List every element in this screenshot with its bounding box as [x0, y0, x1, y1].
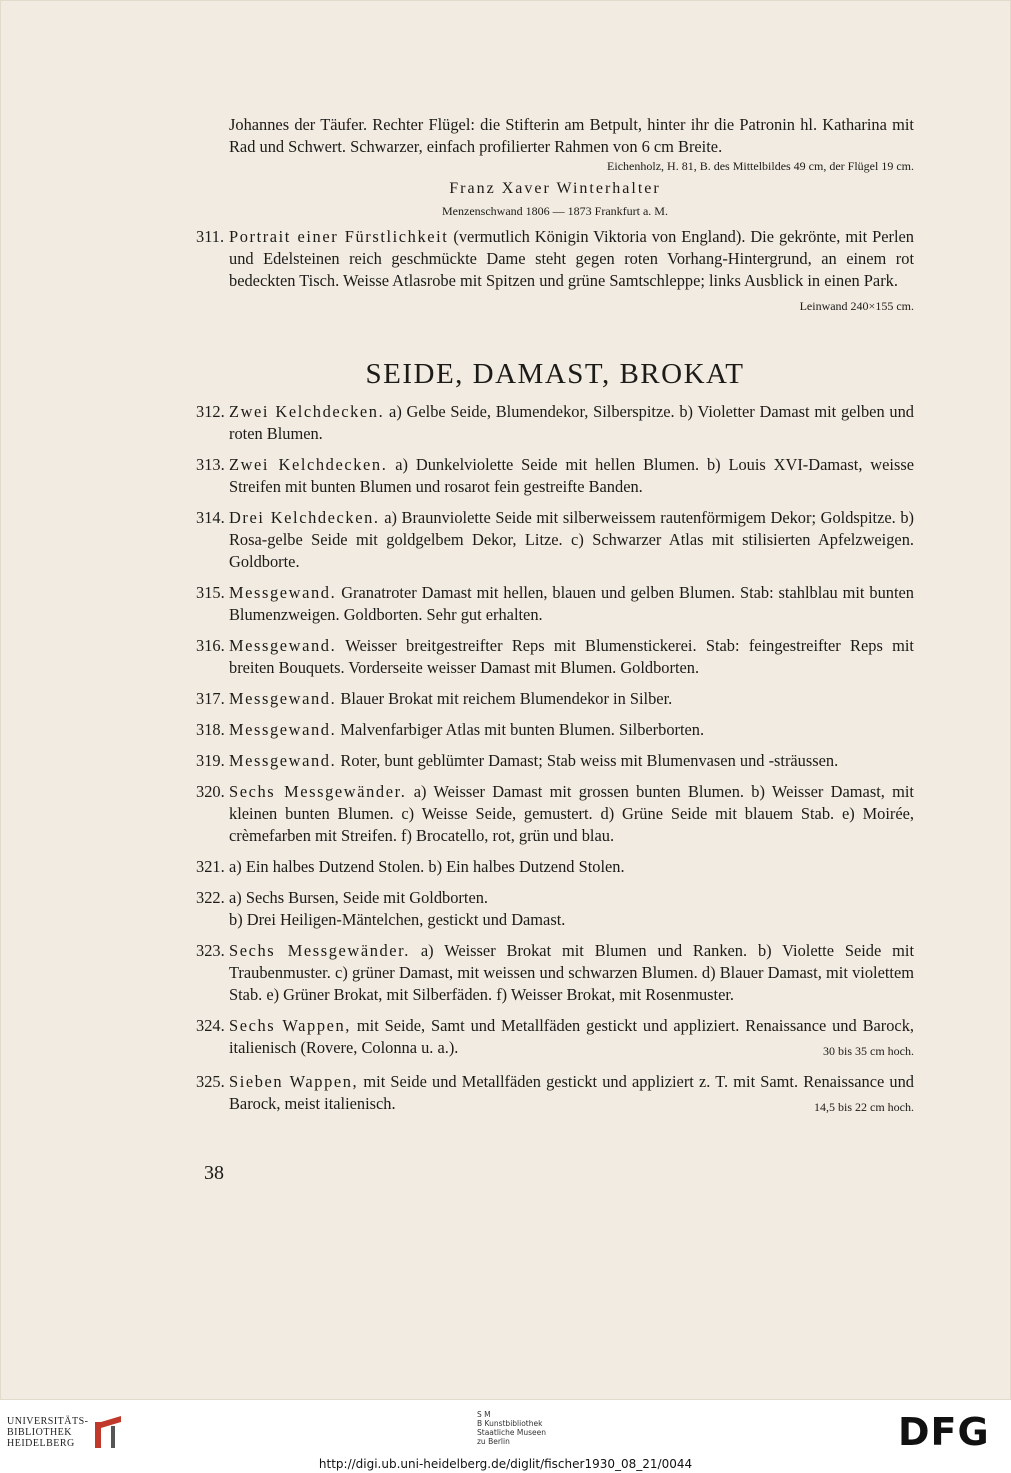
entry-number: 320. — [196, 782, 225, 801]
library-name[interactable]: UNIVERSITÄTS- BIBLIOTHEK HEIDELBERG — [7, 1416, 89, 1449]
entry-title: Zwei Kelchdecken. — [229, 402, 385, 421]
entry-text: a) Braunviolette Seide mit silberweissem rautenförmigem Dekor; Goldspitze. b) Rosa-gelbe Seide mit goldgelbem Dekor, Litze. c) Schwarzer Atlas mit stilisierten Apfelzweigen. Goldborte. — [229, 508, 914, 571]
permalink-url[interactable]: http://digi.ub.uni-heidelberg.de/diglit/fischer1930_08_21/0044 — [318, 1457, 693, 1471]
entry-text: a) Sechs Bursen, Seide mit Goldborten. — [229, 888, 489, 907]
entry-title: Sechs Messgewänder. — [229, 782, 407, 801]
entry-title: Messgewand. — [229, 689, 337, 708]
artist-name: Franz Xaver Winterhalter — [449, 180, 661, 197]
section-heading: SEIDE, DAMAST, BROKAT — [365, 358, 745, 390]
viewer-footer — [0, 1400, 1011, 1473]
entry-dims: 14,5 bis 22 cm hoch. — [814, 1100, 914, 1114]
entry-number: 315. — [196, 583, 225, 602]
page-text — [196, 114, 914, 1118]
entry-text: Blauer Brokat mit reichem Blumendekor in Silber. — [340, 689, 673, 708]
catalog-entry — [196, 781, 914, 847]
artist-life: Menzenschwand 1806 — 1873 Frankfurt a. M. — [442, 204, 668, 218]
entry-title: Sechs Wappen, — [229, 1016, 352, 1035]
catalog-entry-311 — [196, 226, 914, 317]
entry-number: 312. — [196, 402, 225, 421]
catalog-entry — [196, 454, 914, 498]
entry-title: Portrait einer Fürstlichkeit — [229, 227, 449, 246]
catalog-entry — [196, 635, 914, 679]
catalog-entry — [196, 719, 914, 741]
entry-text: Malvenfarbiger Atlas mit bunten Blumen. Silberborten. — [340, 720, 705, 739]
entry-title: Drei Kelchdecken. — [229, 508, 380, 527]
catalog-entry — [196, 1071, 914, 1118]
entry-text: a) Ein halbes Dutzend Stolen. b) Ein halbes Dutzend Stolen. — [229, 857, 625, 876]
museum-credit[interactable]: S M B Kunstbibliothek Staatliche Museen zu Berlin — [477, 1410, 546, 1446]
entry-title: Sieben Wappen, — [229, 1072, 359, 1091]
catalog-entry — [196, 940, 914, 1006]
entry-number: 316. — [196, 636, 225, 655]
entry-text: Roter, bunt geblümter Damast; Stab weiss mit Blumenvasen und -sträussen. — [340, 751, 839, 770]
catalog-entry — [196, 1015, 914, 1062]
catalog-entry — [196, 688, 914, 710]
entry-title: Messgewand. — [229, 751, 337, 770]
entry-text: mit Seide und Metallfäden gestickt und appliziert z. T. mit Samt. Renaissance und Barock, meist italienisch. — [229, 1072, 914, 1113]
entry-number: 322. — [196, 888, 225, 907]
entry-text-b: b) Drei Heiligen-Mäntelchen, gestickt und Damast. — [229, 910, 566, 929]
continuation-dims: Eichenholz, H. 81, B. des Mittelbildes 49 cm, der Flügel 19 cm. — [607, 159, 914, 173]
library-logo-icon[interactable] — [93, 1414, 123, 1450]
catalog-entry — [196, 401, 914, 445]
entry-text: mit Seide, Samt und Metallfäden gestickt und appliziert. Renaissance und Barock, italienisch (Rovere, Colonna u. a.). — [229, 1016, 914, 1057]
entry-number: 323. — [196, 941, 225, 960]
catalog-entry — [196, 750, 914, 772]
continuation-text: Johannes der Täufer. Rechter Flügel: die Stifterin am Betpult, hinter ihr die Patronin hl. Katharina mit Rad und Schwert. Schwarzer, einfach profilierter Rahmen von 6 cm Breite. — [229, 115, 914, 156]
entry-number: 314. — [196, 508, 225, 527]
catalog-entry — [196, 582, 914, 626]
entry-title: Sechs Messgewänder. — [229, 941, 411, 960]
entry-title: Messgewand. — [229, 583, 337, 602]
entry-text: (vermutlich Königin Viktoria von England). Die gekrönte, mit Perlen und Edelsteinen reich geschmückte Dame steht gegen roten Vorhang-Hintergrund, an einem rot bedeckten Tisch. Weisse Atlasrobe mit Spitzen und grüne Samtschleppe; links Ausblick in einen Park. — [229, 227, 914, 290]
page-number: 38 — [204, 1162, 224, 1184]
entry-text: a) Weisser Damast mit grossen bunten Blumen. b) Weisser Damast, mit kleinen bunten Blumen. c) Weisse Seide, gemustert. d) Grüne Seide mit blauem Stab. e) Moirée, crèmefarben mit Streifen. f) Brocatello, rot, grün und blau. — [229, 782, 914, 845]
entry-text: a) Dunkelviolette Seide mit hellen Blumen. b) Louis XVI-Damast, weisse Streifen mit bunten Blumen und rosarot fein gestreifte Banden. — [229, 455, 915, 496]
entry-number: 313. — [196, 455, 225, 474]
entry-dims: 30 bis 35 cm hoch. — [823, 1044, 914, 1058]
entry-number: 318. — [196, 720, 225, 739]
entry-number: 324. — [196, 1016, 225, 1035]
entry-number: 319. — [196, 751, 225, 770]
entry-title: Messgewand. — [229, 720, 337, 739]
catalog-entry — [196, 507, 914, 573]
entry-number: 311. — [196, 227, 225, 246]
entry-number: 325. — [196, 1072, 225, 1091]
entry-title: Messgewand. — [229, 636, 337, 655]
entry-title: Zwei Kelchdecken. — [229, 455, 388, 474]
entry-text: Granatroter Damast mit hellen, blauen und gelben Blumen. Stab: stahlblau mit bunten Blumenzweigen. Goldborten. Sehr gut erhalten. — [229, 583, 914, 624]
dfg-logo[interactable]: DFG — [898, 1410, 990, 1454]
entry-text: a) Gelbe Seide, Blumendekor, Silberspitze. b) Violetter Damast mit gelben und roten Blumen. — [229, 402, 914, 443]
entry-text: a) Weisser Brokat mit Blumen und Ranken. b) Violette Seide mit Traubenmuster. c) grüner Damast, mit weissen und schwarzen Blumen. d) Blauer Damast, mit violettem Stab. e) Grüner Brokat, mit Silberfäden. f) Weisser Brokat, mit Rosenmuster. — [229, 941, 914, 1004]
entry-number: 321. — [196, 857, 225, 876]
catalog-entry — [196, 887, 914, 931]
entry-dims: Leinwand 240×155 cm. — [799, 299, 914, 313]
entry-number: 317. — [196, 689, 225, 708]
entry-text: Weisser breitgestreifter Reps mit Blumenstickerei. Stab: feingestreifter Reps mit breiten Bouquets. Vorderseite weisser Damast mit Blumen. Goldborten. — [229, 636, 914, 677]
catalog-entry — [196, 856, 914, 878]
